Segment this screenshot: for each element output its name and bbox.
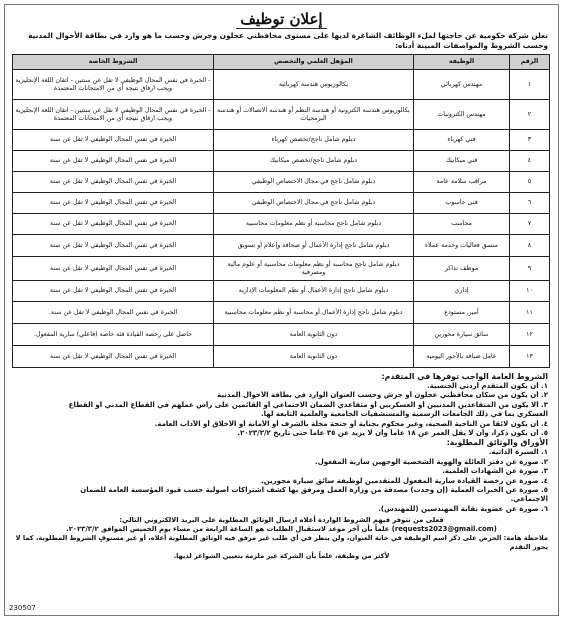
- row-job: سائق سيارة محورين: [414, 324, 510, 346]
- row-qualification: دبلوم شامل ناجح في مجال الاختصاص الوظيفي: [214, 172, 414, 193]
- list-item: ٢. صورة عن دفتر العائلة والهوية الشخصية الوجهين سارية المفعول.: [315, 457, 548, 466]
- row-conditions: الخبرة في نفس المجال الوظيفي لا تقل عن سنة: [13, 214, 214, 235]
- row-number: ٦: [510, 193, 550, 214]
- list-item: ٦. صورة عن عضوية نقابة المهندسين (للمهندس).: [378, 504, 548, 513]
- row-job: فني كهرباء: [414, 130, 510, 151]
- row-number: ٩: [510, 257, 550, 281]
- row-job: مهندس الكترونيات: [414, 100, 510, 130]
- row-number: ١١: [510, 302, 550, 324]
- table-row: [13, 302, 550, 324]
- row-qualification: دبلوم شامل ناجح إدارة الأعمال أو نظم المعلومات الإدارية: [214, 281, 414, 302]
- row-qualification: دبلوم شامل ناجح في مجال الاختصاص الوظيفي: [214, 193, 414, 214]
- table-row: [13, 172, 550, 193]
- row-number: ١٠: [510, 281, 550, 302]
- list-item: ٥. صورة عن الخبرات العملية (إن وجدت) مصدقة من وزارة العمل ومرفق بها كشف اشتراكات أصولية حسب قيود المؤسسة العامة للضمان: [80, 486, 548, 495]
- table-row: [13, 257, 550, 281]
- note-line: لأكثر من وظيفة، علماً بأن الشركة غير ملزمة بتعيين الشواغر لديها.: [173, 552, 390, 561]
- table-row: [13, 151, 550, 172]
- row-number: ٧: [510, 214, 550, 235]
- row-number: ١٣: [510, 346, 550, 368]
- intro-text: تعلن شركة حكومية عن حاجتها لملء الوظائف الشاغرة لديها على مستوى محافظتي عجلون وجرش وحسب ما هو وارد في بطاقة الأحوال المدنية وحسب الشروط والمواصفات المبينة أدناه:: [28, 31, 548, 50]
- list-item: ٤. صورة عن رخصة القيادة سارية المفعول للمتقدمين لوظيفة سائق سيارة محورين.: [261, 476, 548, 485]
- important-note: [15, 534, 548, 561]
- row-job: عامل ضيافة بالأجور اليومية: [414, 346, 510, 368]
- table-row: [13, 235, 550, 257]
- row-number: ١٢: [510, 324, 550, 346]
- list-item: ٣. ألا يكون من المتقاعدين المدنيين أو العسكريين أو متقاعدي الضمان الاجتماعي أو القائمين على رأس عملهم في القطاع المدني أو القطاع: [68, 400, 548, 409]
- instructions-line: فعلى من تتوفر فيهم الشروط الواردة أعلاه ارسال الوثائق المطلوبة على البريد الالكتروني التالي:: [119, 516, 444, 525]
- table-header-row: [13, 55, 550, 70]
- list-item: ٣. صورة عن الشهادات العلمية.: [442, 467, 548, 476]
- row-number: ٤: [510, 151, 550, 172]
- row-number: ٢: [510, 100, 550, 130]
- row-qualification: دبلوم شامل ناجح محاسبة أو نظم معلومات محاسبية أو علوم مالية ومصرفية: [214, 257, 414, 281]
- deadline-line: (requests2023@gmail.com) علماً بأن آخر موعد لاستقبال الطلبات هو الساعة الرابعة من مساء يوم الخميس الموافق ٢٠٢٣/٣/٢.: [66, 525, 497, 534]
- list-item: الاجتماعي.: [510, 495, 548, 504]
- row-conditions: الخبرة في نفس المجال الوظيفي لا تقل عن سنة: [13, 193, 214, 214]
- table-row: [13, 281, 550, 302]
- note-line: ملاحظة هامة: الحرص على ذكر اسم الوظيفة في خانة العنوان، ولن ينظر في أي طلب غير مرفق فيه الوثائق المطلوبة أعلاه، أو غير مستوفٍ الشروط المطلوبة، كما لا يجوز التقدم: [15, 534, 548, 552]
- application-instructions: [15, 516, 548, 534]
- row-job: منسق فعاليات وخدمة عملاء: [414, 235, 510, 257]
- row-job: فني حاسوب: [414, 193, 510, 214]
- list-item: ٤. أن يكون لائقاً من الناحية الصحية، وغير محكوم بجناية أو جنحة مخلة بالشرف أو الأمانة أو الأخلاق أو الآداب العامة.: [154, 419, 548, 428]
- row-conditions: الخبرة في نفس المجال الوظيفي لا تقل عن سنة: [13, 151, 214, 172]
- list-item: العسكري بما في ذلك الجامعات الرسمية والمستشفيات الجامعية والعلمية التابعة لها.: [260, 410, 548, 419]
- ad-code: 230507: [9, 604, 36, 612]
- row-conditions: - الخبرة في نفس المجال الوظيفي لا تقل عن سنتين - اتقان اللغة الإنجليزية ويجب ارفاق نتيجة أي من الامتحانات المعتمدة: [13, 100, 214, 130]
- documents-list: [15, 448, 548, 514]
- row-number: ١: [510, 70, 550, 100]
- row-conditions: الخبرة في نفس المجال الوظيفي لا تقل عن سنة: [13, 346, 214, 368]
- row-conditions: الخبرة في نفس المجال الوظيفي لا تقل عن سنة: [13, 130, 214, 151]
- jobs-table: [12, 54, 550, 368]
- row-conditions: الخبرة في نفس المجال الوظيفي لا تقل عن سنة: [13, 281, 214, 302]
- row-qualification: دون الثانوية العامة: [214, 346, 414, 368]
- row-number: ٨: [510, 235, 550, 257]
- general-conditions-list: [15, 382, 548, 438]
- row-conditions: الخبرة في نفس المجال الوظيفي لا تقل عن سنة: [13, 172, 214, 193]
- row-number: ٥: [510, 172, 550, 193]
- row-qualification: دون الثانوية العامة: [214, 324, 414, 346]
- ad-title: إعلان توظيف: [5, 10, 558, 28]
- row-job: مهندس كهربائي: [414, 70, 510, 100]
- row-qualification: دبلوم شامل ناجح محاسبة أو نظم معلومات محاسبية: [214, 214, 414, 235]
- row-conditions: الخبرة في نفس المجال الوظيفي لا تقل عن سنة: [13, 257, 214, 281]
- row-job: موظف تذاكر: [414, 257, 510, 281]
- row-conditions: حاصل على رخصة القيادة فئة خاصة (فاعلي) سارية المفعول.: [13, 324, 214, 346]
- header-conditions: الشروط الخاصة: [13, 55, 214, 70]
- table-row: [13, 130, 550, 151]
- row-job: أمين مستودع: [414, 302, 510, 324]
- row-conditions: - الخبرة في نفس المجال الوظيفي لا تقل عن سنتين - اتقان اللغة الإنجليزية ويجب ارفاق نتيجة أي من الامتحانات المعتمدة: [13, 70, 214, 100]
- documents-heading: الأوراق والوثائق المطلوبة:: [446, 438, 548, 448]
- header-job: الوظيفة: [414, 55, 510, 70]
- row-job: إداري: [414, 281, 510, 302]
- row-qualification: بكالوريوس هندسة الكترونية أو هندسة النظم أو هندسة الاتصالات أو هندسة البرمجيات: [214, 100, 414, 130]
- row-qualification: دبلوم شامل ناجح إدارة الأعمال أو محاسبة أو نظم معلومات محاسبية: [214, 302, 414, 324]
- list-item: ١. السيرة الذاتية.: [488, 448, 548, 457]
- list-item: ١. أن يكون المتقدم أردني الجنسية.: [427, 382, 548, 390]
- list-item: ٥. أن يكون ذكراً، وأن لا يقل العمر عن ١٨ عاماً وأن لا يزيد عن ٣٥ عاماً حتى تاريخ ٢٠٢٣/٣/٢.: [237, 429, 548, 438]
- table-row: [13, 193, 550, 214]
- table-row: [13, 324, 550, 346]
- job-advertisement: [4, 4, 559, 616]
- row-qualification: دبلوم شامل ناجح إدارة الأعمال أو صحافة وإعلام أو تسويق: [214, 235, 414, 257]
- table-row: [13, 100, 550, 130]
- table-row: [13, 70, 550, 100]
- row-job: محاسب: [414, 214, 510, 235]
- row-job: فني ميكانيك: [414, 151, 510, 172]
- list-item: ٢. أن يكون من سكان محافظتي عجلون أو جرش وحسب العنوان الوارد في بطاقة الأحوال المدنية: [217, 391, 548, 400]
- table-row: [13, 346, 550, 368]
- header-qualification: المؤهل العلمي والتخصص: [214, 55, 414, 70]
- row-conditions: الخبرة في نفس المجال الوظيفي لا تقل عن سنة.: [13, 302, 214, 324]
- table-row: [13, 214, 550, 235]
- header-number: الرقم: [510, 55, 550, 70]
- row-job: مراقب سلامة عامة: [414, 172, 510, 193]
- row-qualification: دبلوم شامل ناجح/تخصص كهرباء: [214, 130, 414, 151]
- general-conditions-heading: الشروط العامة الواجب توفرها في المتقدم:: [381, 372, 548, 381]
- row-qualification: دبلوم شامل ناجح/تخصص ميكانيك: [214, 151, 414, 172]
- row-conditions: الخبرة في نفس المجال الوظيفي لا تقل عن سنة: [13, 235, 214, 257]
- row-qualification: بكالوريوس هندسة كهربائية: [214, 70, 414, 100]
- row-number: ٣: [510, 130, 550, 151]
